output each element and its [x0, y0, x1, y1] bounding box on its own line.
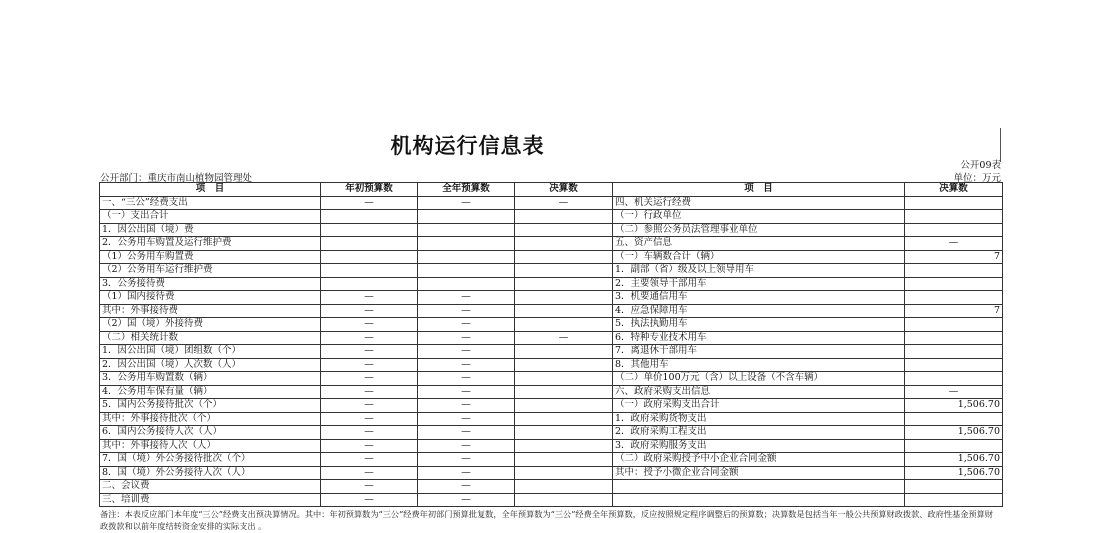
- table-row: [100, 264, 1003, 278]
- table-row: [100, 304, 1003, 318]
- cell-item-left: （2）公务用车运行维护费: [100, 264, 321, 278]
- table-row: [100, 318, 1003, 332]
- table-row: [100, 291, 1003, 305]
- cell-final-left: [515, 291, 613, 305]
- cell-final-right: 1,506.70: [905, 453, 1003, 467]
- cell-final-left: —: [515, 196, 613, 210]
- cell-item-right: 8．其他用车: [613, 358, 905, 372]
- cell-item-right: （一）车辆数合计（辆）: [613, 250, 905, 264]
- cell-final-right: [905, 439, 1003, 453]
- cell-item-left: 8．国（境）外公务接待人次（人）: [100, 466, 321, 480]
- cell-item-left: 6．国内公务接待人次（人）: [100, 426, 321, 440]
- cell-final-left: [515, 318, 613, 332]
- cell-item-right: 7．离退休干部用车: [613, 345, 905, 359]
- header-initial-budget: 年初预算数: [321, 183, 418, 197]
- table-row: [100, 345, 1003, 359]
- table-row: [100, 412, 1003, 426]
- page-title: 机构运行信息表: [390, 134, 545, 158]
- cell-item-right: 其中：授予小微企业合同金额: [613, 466, 905, 480]
- table-row: [100, 223, 1003, 237]
- cell-final-right: [905, 223, 1003, 237]
- cell-annual-budget: —: [418, 385, 515, 399]
- cell-annual-budget: [418, 250, 515, 264]
- cell-final-left: [515, 399, 613, 413]
- cell-item-left: 4．公务用车保有量（辆）: [100, 385, 321, 399]
- cell-initial-budget: —: [321, 493, 418, 507]
- cell-initial-budget: [321, 237, 418, 251]
- table-header-row: [100, 183, 1003, 197]
- cell-final-right: [905, 277, 1003, 291]
- cell-final-left: [515, 480, 613, 494]
- cell-annual-budget: —: [418, 399, 515, 413]
- cell-item-left: 1．因公出国（境）团组数（个）: [100, 345, 321, 359]
- cell-item-right: 4．应急保障用车: [613, 304, 905, 318]
- cell-annual-budget: —: [418, 412, 515, 426]
- cell-annual-budget: —: [418, 466, 515, 480]
- cell-final-right: 1,506.70: [905, 399, 1003, 413]
- cell-initial-budget: —: [321, 466, 418, 480]
- cell-item-right: （一）行政单位: [613, 210, 905, 224]
- cell-item-left: 其中：外事接待人次（人）: [100, 439, 321, 453]
- cell-item-right: 3．机要通信用车: [613, 291, 905, 305]
- cell-initial-budget: —: [321, 385, 418, 399]
- cell-final-right: [905, 345, 1003, 359]
- cell-item-right: 六、政府采购支出信息: [613, 385, 905, 399]
- cell-item-right: （二）单价100万元（含）以上设备（不含车辆）: [613, 372, 905, 386]
- footnote: 备注：本表反应部门本年度“三公”经费支出预决算情况。其中：年初预算数为“三公”经费年初部门预算批复数，全年预算数为“三公”经费全年预算数，反应按照规定程序调整后的预算数；决算数是包括当年一般公共预算财政拨款、政府性基金预算财政拨款和以前年度结转资金安排的实际支出 。: [100, 509, 993, 531]
- cell-annual-budget: —: [418, 196, 515, 210]
- unit-label: 单位：万元: [953, 173, 1001, 184]
- header-item-left: 项 目: [100, 183, 321, 197]
- cell-final-left: [515, 304, 613, 318]
- cell-final-right: [905, 291, 1003, 305]
- cell-initial-budget: —: [321, 399, 418, 413]
- cell-initial-budget: —: [321, 412, 418, 426]
- cell-final-right: 1,506.70: [905, 466, 1003, 480]
- cell-item-right: 1．副部（省）级及以上领导用车: [613, 264, 905, 278]
- table-row: [100, 493, 1003, 507]
- cell-final-left: [515, 385, 613, 399]
- cell-initial-budget: —: [321, 372, 418, 386]
- cell-initial-budget: —: [321, 331, 418, 345]
- cell-final-left: [515, 372, 613, 386]
- cell-initial-budget: [321, 250, 418, 264]
- cell-initial-budget: —: [321, 439, 418, 453]
- cell-item-right: 3．政府采购服务支出: [613, 439, 905, 453]
- cell-item-right: 2．主要领导干部用车: [613, 277, 905, 291]
- header-item-right: 项 目: [613, 183, 905, 197]
- cell-initial-budget: —: [321, 480, 418, 494]
- cell-initial-budget: [321, 264, 418, 278]
- cell-item-right: （一）政府采购支出合计: [613, 399, 905, 413]
- cell-final-right: [905, 372, 1003, 386]
- cell-final-left: [515, 210, 613, 224]
- cell-annual-budget: —: [418, 318, 515, 332]
- cell-item-left: 2．因公出国（境）人次数（人）: [100, 358, 321, 372]
- cell-item-right: （二）参照公务员法管理事业单位: [613, 223, 905, 237]
- cell-initial-budget: —: [321, 345, 418, 359]
- cell-annual-budget: [418, 277, 515, 291]
- cell-final-left: [515, 358, 613, 372]
- cell-final-left: [515, 439, 613, 453]
- cell-item-right: 五、资产信息: [613, 237, 905, 251]
- cell-initial-budget: [321, 210, 418, 224]
- table-row: [100, 277, 1003, 291]
- cell-item-right: [613, 480, 905, 494]
- cell-annual-budget: [418, 264, 515, 278]
- cell-final-left: [515, 237, 613, 251]
- cell-initial-budget: —: [321, 196, 418, 210]
- table-row: [100, 372, 1003, 386]
- cell-item-left: 5．国内公务接待批次（个）: [100, 399, 321, 413]
- cell-item-right: 5．执法执勤用车: [613, 318, 905, 332]
- cell-annual-budget: [418, 210, 515, 224]
- table-row: [100, 385, 1003, 399]
- cell-item-right: 6．特种专业技术用车: [613, 331, 905, 345]
- cell-item-left: 一、“三公”经费支出: [100, 196, 321, 210]
- cell-initial-budget: [321, 223, 418, 237]
- header-final-left: 决算数: [515, 183, 613, 197]
- cell-final-left: [515, 453, 613, 467]
- cell-item-left: 2．公务用车购置及运行维护费: [100, 237, 321, 251]
- cell-final-right: —: [905, 237, 1003, 251]
- cell-annual-budget: —: [418, 372, 515, 386]
- cell-final-right: 7: [905, 304, 1003, 318]
- cell-item-left: （2）国（境）外接待费: [100, 318, 321, 332]
- cell-initial-budget: —: [321, 426, 418, 440]
- cell-item-left: （1）公务用车购置费: [100, 250, 321, 264]
- cell-item-left: 其中：外事接待费: [100, 304, 321, 318]
- cell-annual-budget: [418, 237, 515, 251]
- cell-final-left: [515, 493, 613, 507]
- table-row: [100, 331, 1003, 345]
- cell-final-left: [515, 264, 613, 278]
- cell-initial-budget: —: [321, 318, 418, 332]
- department-label: 公开部门：重庆市南山植物园管理处: [100, 173, 253, 184]
- cell-final-right: [905, 318, 1003, 332]
- cell-final-left: [515, 345, 613, 359]
- cell-item-right: （二）政府采购授予中小企业合同金额: [613, 453, 905, 467]
- cell-final-left: [515, 412, 613, 426]
- cell-final-right: [905, 331, 1003, 345]
- cell-final-left: —: [515, 331, 613, 345]
- cell-annual-budget: —: [418, 453, 515, 467]
- cell-item-left: 其中：外事接待批次（个）: [100, 412, 321, 426]
- cell-item-right: 1．政府采购货物支出: [613, 412, 905, 426]
- cell-item-left: 7．国（境）外公务接待批次（个）: [100, 453, 321, 467]
- cell-final-right: [905, 412, 1003, 426]
- cell-final-left: [515, 426, 613, 440]
- cell-item-left: 1．因公出国（境）费: [100, 223, 321, 237]
- cell-initial-budget: —: [321, 358, 418, 372]
- info-table: [99, 182, 1003, 507]
- table-row: [100, 480, 1003, 494]
- header-final-right: 决算数: [905, 183, 1003, 197]
- cell-final-right: [905, 480, 1003, 494]
- cell-annual-budget: [418, 223, 515, 237]
- cell-item-left: 3．公务用车购置数（辆）: [100, 372, 321, 386]
- cell-annual-budget: —: [418, 358, 515, 372]
- cell-final-right: 1,506.70: [905, 426, 1003, 440]
- cell-annual-budget: —: [418, 439, 515, 453]
- cell-item-left: 二、会议费: [100, 480, 321, 494]
- cell-final-right: —: [905, 385, 1003, 399]
- cell-final-right: [905, 358, 1003, 372]
- cell-final-left: [515, 277, 613, 291]
- cell-final-right: [905, 264, 1003, 278]
- table-row: [100, 250, 1003, 264]
- cell-item-left: 三、培训费: [100, 493, 321, 507]
- table-row: [100, 196, 1003, 210]
- header-annual-budget: 全年预算数: [418, 183, 515, 197]
- cell-item-right: 四、机关运行经费: [613, 196, 905, 210]
- cell-item-right: 2．政府采购工程支出: [613, 426, 905, 440]
- cell-initial-budget: —: [321, 453, 418, 467]
- table-row: [100, 237, 1003, 251]
- cell-item-left: 3．公务接待费: [100, 277, 321, 291]
- table-row: [100, 426, 1003, 440]
- table-row: [100, 439, 1003, 453]
- cell-final-left: [515, 223, 613, 237]
- cell-final-right: [905, 210, 1003, 224]
- cell-annual-budget: —: [418, 493, 515, 507]
- cell-annual-budget: —: [418, 426, 515, 440]
- cell-item-left: （1）国内接待费: [100, 291, 321, 305]
- cell-annual-budget: —: [418, 345, 515, 359]
- cell-item-left: （一）支出合计: [100, 210, 321, 224]
- cell-final-right: [905, 196, 1003, 210]
- cell-annual-budget: —: [418, 291, 515, 305]
- cell-annual-budget: —: [418, 331, 515, 345]
- form-number: 公开09表: [960, 160, 1001, 171]
- cell-final-right: 7: [905, 250, 1003, 264]
- table-row: [100, 453, 1003, 467]
- cell-final-left: [515, 466, 613, 480]
- cell-initial-budget: [321, 277, 418, 291]
- table-row: [100, 210, 1003, 224]
- table-row: [100, 399, 1003, 413]
- cell-initial-budget: —: [321, 304, 418, 318]
- cell-item-left: （二）相关统计数: [100, 331, 321, 345]
- cell-annual-budget: —: [418, 480, 515, 494]
- table-row: [100, 466, 1003, 480]
- cell-item-right: [613, 493, 905, 507]
- cell-annual-budget: —: [418, 304, 515, 318]
- cell-final-right: [905, 493, 1003, 507]
- cell-initial-budget: —: [321, 291, 418, 305]
- cell-final-left: [515, 250, 613, 264]
- table-row: [100, 358, 1003, 372]
